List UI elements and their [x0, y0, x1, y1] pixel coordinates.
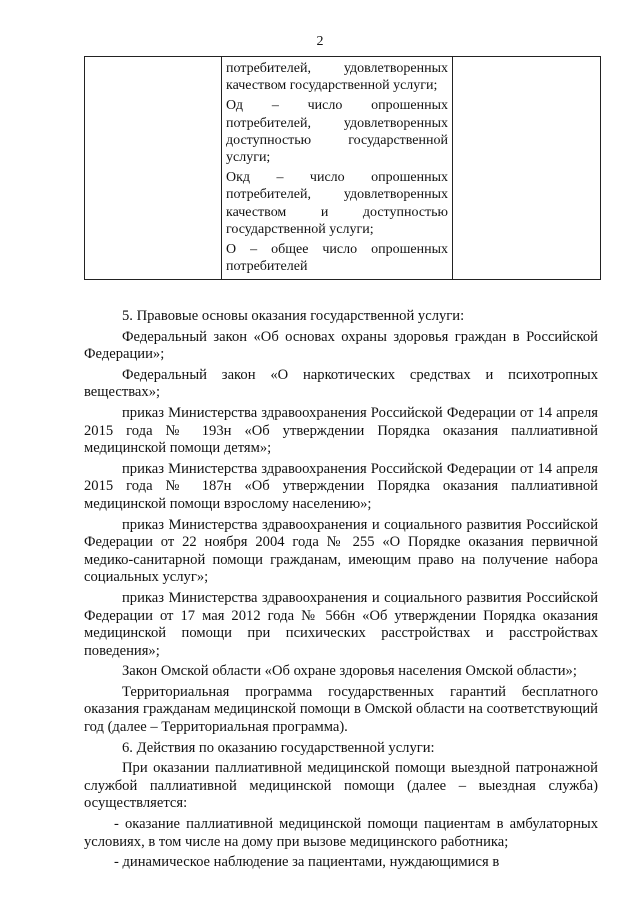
legend-line-od: Од – число опрошенных потребителей, удовлетворенных доступностью государственной услуги;	[226, 98, 448, 166]
action-item-outpatient-care: - оказание паллиативной медицинской помощи пациентам в амбулаторных условиях, в том числе на дому при вызове медицинского работника;	[84, 816, 598, 850]
legal-basis-territorial-program: Территориальная программа государственных гарантий бесплатного оказания гражданам медицинской помощи в Омской области на соответствующий год (далее – Территориальная программа).	[84, 683, 598, 736]
section-5-heading: 5. Правовые основы оказания государственной услуги:	[122, 308, 465, 324]
legal-basis-omsk-law: Закон Омской области «Об охране здоровья населения Омской области»;	[122, 663, 577, 680]
document-body	[84, 308, 598, 872]
legend-line-o: О – общее число опрошенных потребителей	[226, 242, 448, 275]
action-item-monitoring: - динамическое наблюдение за пациентами, нуждающимися в	[114, 854, 500, 871]
legend-line-okd: Окд – число опрошенных потребителей, удовлетворенных качеством и доступностью государственной услуги;	[226, 170, 448, 237]
legal-basis-federal-law-health: Федеральный закон «Об основах охраны здоровья граждан в Российской Федерации»;	[84, 328, 598, 363]
table-row	[85, 57, 601, 280]
legal-basis-order-255: приказ Министерства здравоохранения и социального развития Российской Федерации от 22 ноября 2004 года № 255 «О Порядке оказания первичной медико-санитарной помощи гражданам, имеющим право на получение набора социальных услуг»;	[84, 516, 598, 586]
table-cell-empty-left	[85, 57, 222, 280]
page-number: 2	[316, 34, 324, 49]
legend-line-quality: потребителей, удовлетворенных качеством государственной услуги;	[226, 61, 448, 94]
legal-basis-order-566n: приказ Министерства здравоохранения и социального развития Российской Федерации от 17 мая 2012 года № 566н «Об утверждении Порядка оказания медицинской помощи при психических расстройствах и расстройствах поведения»;	[84, 589, 598, 659]
legal-basis-federal-law-narcotics: Федеральный закон «О наркотических средствах и психотропных веществах»;	[84, 366, 598, 401]
legal-basis-order-193n: приказ Министерства здравоохранения Российской Федерации от 14 апреля 2015 года № 193н «Об утверждении Порядка оказания паллиативной медицинской помощи детям»;	[84, 404, 598, 457]
table-cell-formula-legend	[222, 57, 453, 280]
indicator-table	[84, 56, 601, 280]
table-cell-empty-right	[453, 57, 601, 280]
legal-basis-order-187n: приказ Министерства здравоохранения Российской Федерации от 14 апреля 2015 года № 187н «Об утверждении Порядка оказания паллиативной медицинской помощи взрослому населению»;	[84, 460, 598, 512]
section-6-heading: 6. Действия по оказанию государственной услуги:	[122, 739, 435, 756]
section-6-intro: При оказании паллиативной медицинской помощи выездной патронажной службой паллиативной медицинской помощи (далее – выездная служба) осуществляется:	[84, 760, 598, 812]
